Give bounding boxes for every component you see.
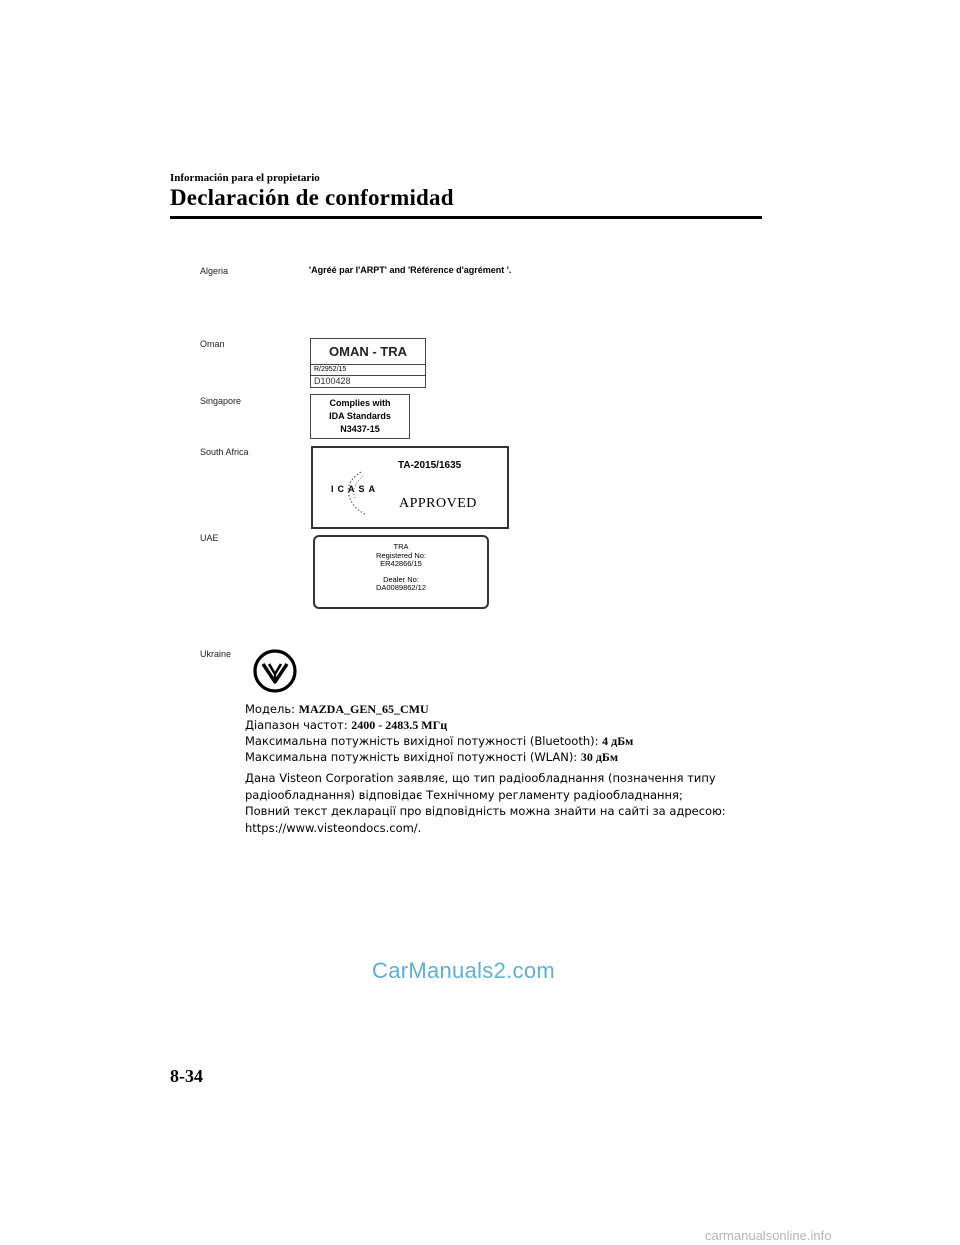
section-label: Información para el propietario — [170, 172, 320, 184]
country-uae: UAE — [200, 533, 219, 543]
model-label: Модель: — [245, 702, 299, 716]
footer-watermark: carmanualsonline.info — [705, 1228, 832, 1243]
oman-approval-label — [310, 338, 426, 388]
country-ukraine: Ukraine — [200, 649, 232, 659]
ukraine-conformity-mark-icon — [252, 648, 298, 694]
uae-line-1: TRA — [393, 542, 409, 551]
oman-heading: OMAN - TRA — [311, 339, 425, 365]
south-africa-ta-number: TA-2015/1635 — [398, 460, 462, 471]
singapore-line-2: IDA Standards — [329, 411, 391, 421]
south-africa-approved: APPROVED — [399, 496, 477, 511]
singapore-approval-label — [310, 394, 410, 439]
model-value: MAZDA_GEN_65_CMU — [298, 702, 429, 716]
declaration-paragraph-2: Повний текст декларації про відповідність можна знайти на сайті за адресою: https://www.visteondocs.com/. — [245, 804, 726, 835]
wlan-power-value: 30 дБм — [580, 750, 619, 764]
uae-line-4: Dealer No: — [383, 574, 419, 584]
country-singapore: Singapore — [200, 396, 242, 406]
singapore-line-3: N3437-15 — [340, 424, 380, 434]
uae-line-3: ER42866/15 — [380, 559, 422, 568]
ukraine-bluetooth-power-line — [245, 734, 633, 749]
page-number: 8-34 — [170, 1066, 203, 1086]
country-oman: Oman — [200, 339, 225, 349]
ukraine-model-line — [245, 702, 429, 717]
ukraine-declaration-text — [245, 770, 745, 836]
ukraine-wlan-power-line — [245, 750, 618, 765]
wlan-power-label: Максимальна потужність вихідної потужності (WLAN): — [245, 750, 581, 764]
declaration-paragraph-1: Дана Visteon Corporation заявляє, що тип радіообладнання (позначення типу радіообладнання) відповідає Технічному регламенту радіообладнання; — [245, 771, 716, 802]
icasa-wordmark: ICASA — [331, 484, 380, 494]
page-title: Declaración de conformidad — [170, 185, 454, 210]
south-africa-approval-label — [311, 446, 509, 529]
bluetooth-power-label: Максимальна потужність вихідної потужності (Bluetooth): — [245, 734, 603, 748]
country-south-africa: South Africa — [200, 447, 249, 457]
algeria-approval-text: 'Agréé par l'ARPT' and 'Référence d'agrément '. — [309, 265, 512, 275]
ukraine-frequency-line — [245, 718, 447, 733]
uae-line-2: Registered No: — [375, 550, 427, 560]
oman-registration-number: R/2952/15 — [311, 365, 425, 376]
uae-approval-label — [313, 535, 489, 609]
uae-line-5: DA0089862/12 — [375, 583, 427, 592]
watermark-carmanuals2: CarManuals2.com — [372, 958, 556, 983]
frequency-label: Діапазон частот: — [245, 718, 352, 732]
oman-dealer-number: D100428 — [314, 376, 351, 386]
bluetooth-power-value: 4 дБм — [602, 734, 634, 748]
country-algeria: Algeria — [200, 266, 229, 276]
singapore-line-1: Complies with — [329, 398, 391, 408]
frequency-value: 2400 - 2483.5 МГц — [351, 718, 448, 732]
title-rule — [170, 216, 762, 219]
